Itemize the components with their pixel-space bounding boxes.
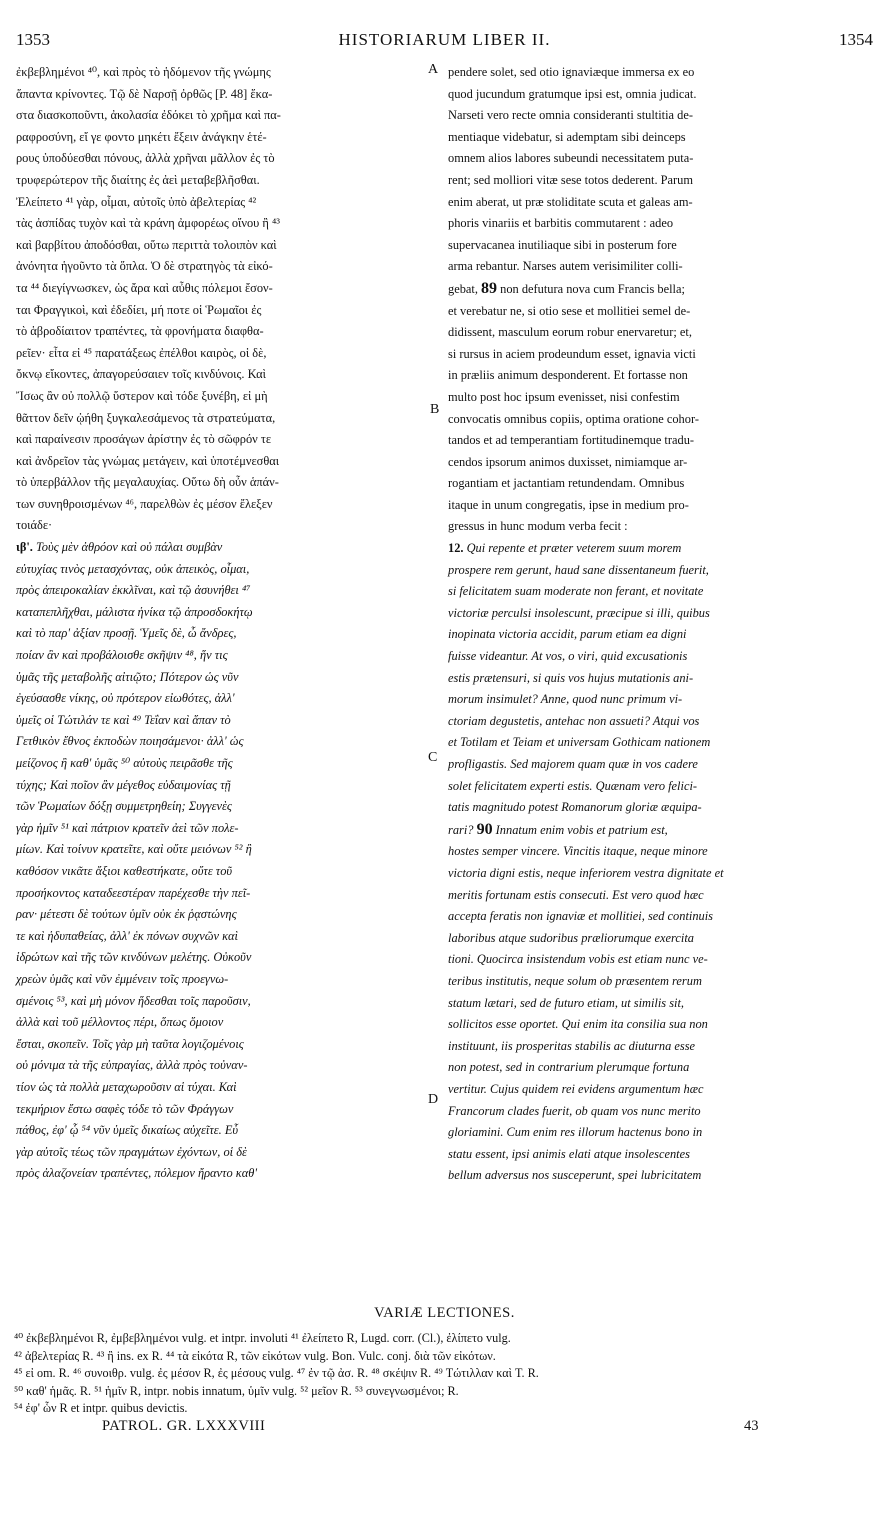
latin-line: profligastis. Sed majorem quam quæ in vos cadere [448,757,698,771]
latin-line: meritis fortunam estis consecuti. Est vero quod hæc [448,887,704,902]
latin-line: laboribus atque sudoribus præliorumque exercita [448,930,694,945]
greek-line: πρὸς ἀπειροκαλίαν ἐκκλῖναι, καὶ τῷ ἀσυνήθει ⁴⁷ [16,583,251,598]
greek-line: τα ⁴⁴ διεγίγνωσκεν, ὡς ἄρα καὶ αὖθις πόλεμοι ἔσον- [16,280,273,295]
margin-letter-b: B [430,402,440,417]
variant-note: ⁵⁰ καθ' ἡμᾶς. R. ⁵¹ ἡμῖν R, intpr. nobis innatum, ὑμῖν vulg. ⁵² μεῖον R. ⁵³ συνεγνωσμένοι; R. [14,1383,459,1398]
latin-line: Qui repente et præter veterem suum morem [466,541,682,556]
greek-line: τρυφερώτερον τῆς διαίτης ἐς ἀεὶ μεταβεβλῆσθαι. [16,172,260,187]
greek-line: γὰρ αὐτοῖς τέως τῶν πραγμάτων ἐχόντων, οἱ δὲ [16,1144,247,1159]
latin-line: gressus in hunc modum verba fecit : [448,519,628,534]
latin-column [448,62,872,1187]
greek-line: ρεῖεν· εἶτα εἰ ⁴⁵ παρατάξεως ἐπέλθοι καιρὸς, οἱ δὲ, [16,345,267,360]
latin-line: estis prætensuri, si quis vos hujus mutationis ani- [448,670,694,685]
greek-line: ἐκβεβλημένοι ⁴⁰, καὶ πρὸς τὸ ἡδόμενον τῆς γνώμης [16,65,271,79]
greek-line: χρεὼν ὑμᾶς καὶ νῦν ἐμμένειν τοῖς προεγνω- [16,971,229,986]
page-marker-90: 90 [476,820,493,838]
latin-line: sollicitos esse oportet. Qui enim ita consilia sua non [448,1017,708,1032]
latin-line: phoris vinariis et barbitis commutarent : adeo [448,216,674,231]
greek-line: στα διασκοποῦντι, ἀκολασία ἐδόκει τὸ χρῆμα καὶ πα- [16,108,281,123]
latin-line: tatis magnitudo potest Romanorum gloriæ æquipa- [448,800,702,815]
variant-note: ⁴⁰ ἐκβεβλημένοι R, ἐμβεβλημένοι vulg. et intpr. involuti ⁴¹ ἐλείπετο R, Lugd. corr. (Cl.), ἐλίπετο vulg. [14,1331,511,1345]
latin-line: et verebatur ne, si otio sese et mollitiei semel de- [448,303,691,318]
greek-line: γὰρ ἡμῖν ⁵¹ καὶ πάτριον κρατεῖν ἀεὶ τῶν πολε- [16,820,239,835]
latin-section-start [448,538,872,560]
latin-section-number: 12. [448,541,467,556]
greek-line: καὶ βαρβίτου ἀποδόσθαι, οὕτω περιττὰ τολοιπὸν καὶ [16,237,277,252]
greek-line: τοιάδε· [16,518,53,533]
latin-line: Narseti vero recte omnia consideranti stultitia de- [448,108,693,123]
variant-note: ⁵⁴ ἐφ' ὧν R et intpr. quibus devictis. [14,1401,188,1415]
latin-line: ctoriam degustetis, antehac non assueti? Atqui vos [448,713,700,728]
latin-line: arma rebantur. Narses autem verisimiliter colli- [448,259,683,274]
latin-line: Innatum enim vobis et patrium est, [492,822,668,837]
greek-line: των συνηθροισμένων ⁴⁶, παρελθὼν ἐς μέσον ἔλεξεν [16,496,273,511]
latin-line: accepta feratis non ignaviæ et mollitiei, sed continuis [448,909,713,924]
latin-line: instituunt, iis prosperitas stabilis ac diuturna esse [448,1038,696,1053]
greek-line: ἅπαντα κρίνοντες. Τῷ δὲ Ναρσῇ ὀρθῶς [P. 48] ἕκα- [16,86,273,101]
latin-line: itaque in unum congregatis, ipse in medium pro- [448,497,689,512]
margin-letter-c: C [428,750,438,765]
latin-line: bellum adversus nos susceperunt, spei lubricitatem [448,1168,702,1183]
greek-line: Ἐλείπετο ⁴¹ γὰρ, οἶμαι, αὐτοῖς ὑπὸ ἀβελτερίας ⁴² [16,194,257,209]
greek-line: ἀνόνητα ἡγοῦντο τὰ ὅπλα. Ὁ δὲ στρατηγὸς τὰ εἰκό- [16,259,273,274]
greek-line: τίον ὡς τὰ πολλὰ μεταχωροῦσιν αἱ τύχαι. Καὶ [16,1079,237,1094]
greek-line: ἐγεύσασθε νίκης, οὐ πρότερον εἰωθότες, ἀλλ' [16,691,235,706]
latin-line: victoriæ perculsi insolescunt, præcipue si illi, quibus [448,605,710,620]
greek-line: οὐ μόνιμα τὰ τῆς εὐπραγίας, ἀλλὰ πρὸς τοὐναν- [16,1058,248,1073]
latin-line: teribus institutis, neque solum ob præsentem rerum [448,973,702,988]
margin-letter-d: D [428,1092,439,1107]
latin-line: cendos ipsorum animos duxisset, nimiamque ar- [448,454,688,469]
latin-line: enim aberat, ut præ stoliditate scuta et galeas am- [448,194,693,209]
greek-line: τὸ ἁβροδίαιτον τραπέντες, τὰ φρονήματα διαφθα- [16,324,264,339]
greek-line: μείζονος ἢ καθ' ὑμᾶς ⁵⁰ αὐτοὺς πειρᾶσθε τῆς [16,756,233,770]
running-title: HISTORIARUM LIBER II. [338,30,551,49]
latin-line: rari? [448,822,477,837]
latin-line: quod jucundum gratumque ipsi est, omnia judicat. [448,86,697,101]
latin-line: inopinata victoria accidit, parum etiam ea digni [448,627,687,642]
latin-line: non potest, sed in contrarium plerumque fortuna [448,1060,690,1075]
latin-line: gloriamini. Cum enim res illorum hactenus bono in [448,1125,703,1140]
greek-line: πρὸς ἀλαζονείαν τραπέντες, πόλεμον ἤραντο καθ' [16,1166,257,1181]
greek-line: εὐτυχίας τινὸς μετασχόντας, οὐκ ἀπεικὸς, οἶμαι, [16,561,250,576]
greek-line: Τοὺς μὲν ἀθρόον καὶ οὐ πάλαι συμβὰν [36,540,223,555]
greek-line: καταπεπλῆχθαι, μάλιστα ἡνίκα τῷ ἀπροσδοκήτῳ [16,604,253,619]
latin-line-with-marker [448,819,872,842]
greek-line: Γετθικὸν ἔθνος ἐκποδὼν ποιησάμενοι· ἀλλ' ὡς [16,734,244,749]
latin-line: pendere solet, sed otio ignaviæque immersa ex eo [448,65,695,79]
greek-line: μίων. Καὶ τοίνυν κρατεῖτε, καὶ οὔτε μειόνων ⁵² ἢ [16,842,252,857]
greek-line: ἔσται, σκοπεῖν. Τοῖς γὰρ μὴ ταῦτα λογιζομένοις [16,1036,244,1051]
page-marker-89: 89 [481,279,498,297]
latin-line: prospere rem gerunt, haud sane dissentaneum fuerit, [448,562,709,577]
page-number-left: 1353 [16,30,50,49]
greek-line: προσήκοντος καταδεεστέραν παρέχεσθε τὴν πεῖ- [16,885,251,900]
greek-line: καὶ παραίνεσιν προσάγων ἀρίστην ἐς τὸ σῶφρόν τε [16,432,272,447]
greek-line: ἱδρώτων καὶ τῆς τῶν κινδύνων μελέτης. Οὐκοῦν [16,950,252,965]
variant-note: ⁴² ἀβελτερίας R. ⁴³ ἢ ins. ex R. ⁴⁴ τὰ εἰκότα R, τῶν εἰκότων vulg. Bon. Vulc. conj. διὰ τῶν εἰκότων. [14,1348,496,1363]
greek-line: τεκμήριον ἔστω σαφὲς τόδε τὸ τῶν Φράγγων [16,1101,234,1116]
greek-line: πάθος, ἐφ' ᾧ ⁵⁴ νῦν ὑμεῖς δικαίως αὐχεῖτε. Εὖ [16,1123,239,1138]
greek-line: ρους ὑποδύεσθαι πόνους, ἀλλὰ χρῆναι μᾶλλον ἐς τὸ [16,151,275,166]
latin-line: supervacanea inutiliaque sibi in posterum fore [448,237,677,252]
latin-line: non defutura nova cum Francis bella; [497,281,685,296]
greek-section-start [16,537,420,559]
greek-line: καὶ ἀνδρεῖον τὰς γνώμας μετάγειν, καὶ ὑποτέμνεσθαι [16,453,280,468]
greek-line: ὑμεῖς οἱ Τώτιλάν τε καὶ ⁴⁹ Τεΐαν καὶ ἅπαν τὸ [16,712,231,727]
greek-line: τύχης; Καὶ ποῖον ἂν μέγεθος εὐδαιμονίας τῇ [16,777,231,792]
latin-line: morum insimulet? Anne, quod nunc primum vi- [448,692,683,707]
latin-line: Francorum clades fuerit, ob quam vos nunc merito [448,1103,701,1118]
latin-line: fuisse videantur. At vos, o viri, quid excusationis [448,649,688,664]
footer-volume: PATROL. GR. LXXXVIII [102,1418,266,1434]
latin-line: didissent, masculum eorum robur enervaretur; et, [448,325,692,340]
greek-line: τὸ ὑπερβάλλον τῆς μεγαλαυχίας. Οὕτω δὴ οὖν ἁπάν- [16,475,279,490]
latin-line: tioni. Quocirca insistendum vobis est etiam nunc ve- [448,952,708,967]
greek-column [16,62,420,1185]
latin-line: rent; sed molliori vitæ sese totos dederent. Parum [448,172,694,187]
latin-line: et Totilam et Teiam et universam Gothicam nationem [448,735,711,750]
page-header [16,30,873,54]
greek-line: ποίαν ἂν καὶ προβάλοισθε σκῆψιν ⁴⁸, ἥν τις [16,648,228,663]
latin-line: vertitur. Cujus quidem rei evidens argumentum hæc [448,1081,704,1096]
latin-line: statum lætari, sed de futuro etiam, ut similis sit, [448,995,685,1010]
greek-section-number: ιβ'. [16,540,37,555]
margin-letter-a: A [428,62,439,77]
greek-line: ὄκνῳ εἴκοντες, ἀπαγορεύσαιεν τοῖς κινδύνοις. Καὶ [16,367,266,382]
latin-line: gebat, [448,281,482,296]
greek-line: Ἴσως ἂν οὐ πολλῷ ὕστερον καὶ τόδε ξυνέβη, εἰ μὴ [16,388,268,403]
latin-line: in præliis animum desponderent. Et fortasse non [448,368,688,383]
greek-line: ὑμᾶς τῆς μεταβολῆς αἰτιῷτο; Πότερον ὡς νῦν [16,669,239,684]
variant-note: ⁴⁵ εἰ om. R. ⁴⁶ συνοιθρ. vulg. ἐς μέσον R, ἐς μέσους vulg. ⁴⁷ ἐν τῷ ἀσ. R. ⁴⁸ σκέψιν R. ⁴⁹ Τώτιλλαν καὶ T. R. [14,1366,539,1380]
latin-line-with-marker [448,278,872,301]
latin-line: si rursus in aciem prodeundum esset, ignavia victi [448,346,696,361]
greek-line: τὰς ἀσπίδας τυχὸν καὶ τὰ κράνη ἀμφορέως οἴνου ἢ ⁴³ [16,216,281,231]
footer-page-number: 43 [744,1418,759,1434]
greek-line: ραν· μέτεστι δὲ τούτων ὑμῖν οὐκ ἐκ ῥᾳστώνης [16,907,237,922]
greek-line: καθόσον νικᾶτε ἄξιοι καθεστήκατε, οὔτε τοῦ [16,863,233,878]
latin-line: mentiaque videbatur, si ademptam sibi deinceps [448,129,686,144]
latin-line: omnem alios labores subeundi necessitatem puta- [448,151,694,166]
latin-line: tandos et ad temperantiam fortitudinemque tradu- [448,433,695,448]
variae-lectiones-notes [14,1330,874,1418]
greek-line: ραφροσύνη, εἴ γε φοντο μηκέτι ἔξειν ἀνάγκην ἑτέ- [16,129,267,144]
latin-line: rogantiam et jactantiam retundendam. Omnibus [448,476,685,491]
variae-lectiones-title: VARIÆ LECTIONES. [374,1305,515,1321]
latin-line: statu essent, ipsi animis elati atque insolescentes [448,1146,690,1161]
greek-line: σμένοις ⁵³, καὶ μὴ μόνον ἥδεσθαι τοῖς παροῦσιν, [16,993,251,1008]
latin-line: hostes semper vincere. Vincitis itaque, neque minore [448,844,708,859]
latin-line: solet felicitatem experti estis. Quænam vero felici- [448,778,698,793]
page-number-right: 1354 [839,30,873,49]
greek-line: θᾶττον δεῖν ᾠήθη ξυγκαλεσάμενος τὰ στρατεύματα, [16,410,276,425]
greek-line: ἀλλὰ καὶ τοῦ μέλλοντος πέρι, ὅπως ὅμοιον [16,1015,224,1030]
greek-line: τε καὶ ἡδυπαθείας, ἀλλ' ἐκ πόνων συχνῶν καὶ [16,928,238,943]
latin-line: si felicitatem suam moderate non ferant, et novitate [448,584,704,599]
greek-line: τῶν Ῥωμαίων δόξῃ συμμετρηθείη; Συγγενὲς [16,799,232,814]
greek-line: ται Φραγγικοὶ, καὶ ἐδεδίει, μή ποτε οἱ Ῥωμαῖοι ἐς [16,302,262,317]
greek-line: καὶ τὸ παρ' ἀξίαν προσῇ. Ὑμεῖς δὲ, ὦ ἄνδρες, [16,626,237,641]
latin-line: multo post hoc ipsum evenisset, nisi confestim [448,389,680,404]
latin-line: convocatis omnibus copiis, optima oratione cohor- [448,411,699,426]
latin-line: victoria digni estis, neque inferiorem vestra dignitate et [448,865,724,880]
